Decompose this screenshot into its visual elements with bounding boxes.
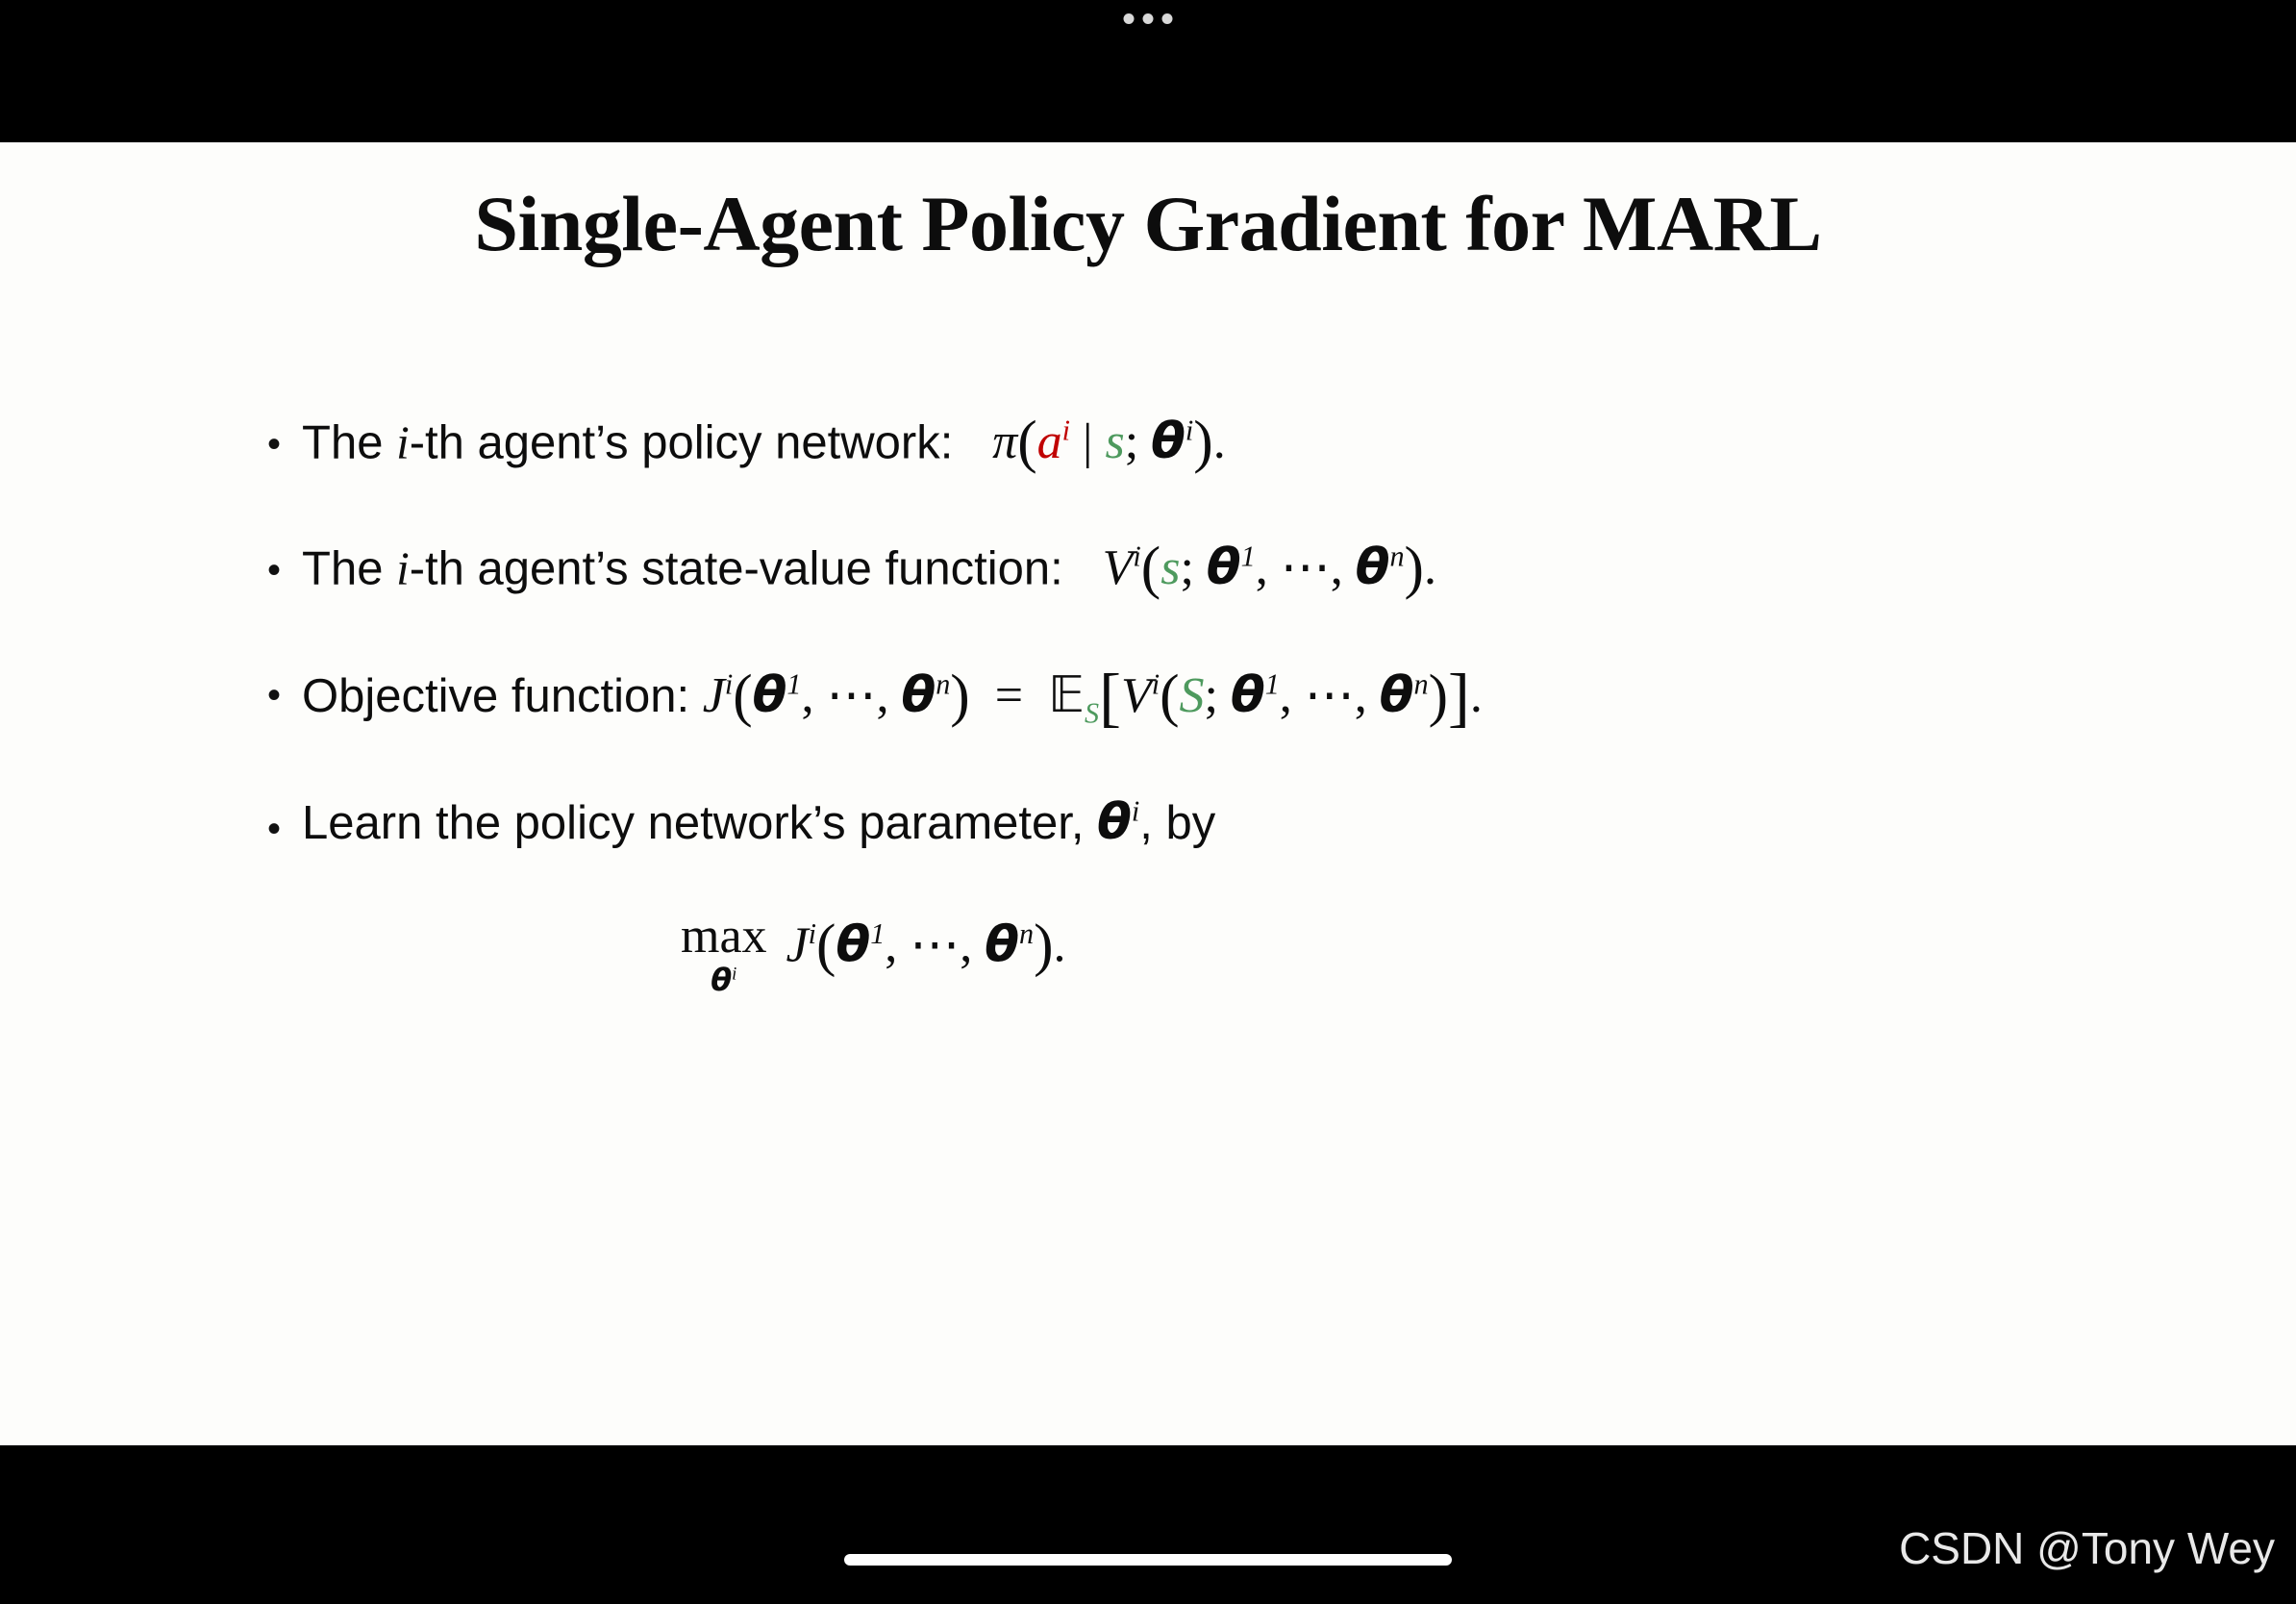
formula-policy-network: $\pi(a^i$ | s; $\theta^i$). [992, 410, 1226, 475]
equation-body: $J^i(\theta^1$, ⋯, $\theta^n$). [786, 912, 1066, 978]
bullet-lead-2: -th agent’s policy network: [409, 416, 954, 469]
bullet-marker: • [267, 808, 282, 851]
bullet-marker: • [267, 674, 282, 717]
bullet-marker: • [267, 548, 282, 591]
bullet-text [302, 661, 1483, 735]
formula-state-value: $V^i(s$; $\theta^1$, ⋯, $\theta^n$). [1102, 535, 1436, 601]
var-i: i [396, 415, 410, 469]
bullet-lead: Objective function: [302, 670, 690, 723]
param-theta-i: $\theta^i$ [1097, 793, 1140, 852]
top-bar [0, 0, 2296, 142]
dot-1 [1124, 13, 1135, 24]
bullet-text [302, 410, 1226, 476]
bullet-lead: The [302, 542, 397, 595]
list-item-state-value-function [267, 536, 2094, 602]
dot-2 [1143, 13, 1154, 24]
list-item-objective-function [267, 661, 2094, 735]
bullet-lead: The [302, 416, 397, 469]
bullet-trail: , by [1139, 797, 1216, 850]
list-item-learn-parameter [267, 794, 2094, 851]
slide-title: Single-Agent Policy Gradient for MARL [474, 180, 1822, 267]
max-operator-subscript: $\theta^i$ [711, 961, 737, 998]
drag-handle-dots-icon[interactable] [1124, 13, 1173, 24]
bullet-text [302, 536, 1436, 602]
bullet-text [302, 794, 1215, 851]
bullet-lead-2: -th agent’s state-value function: [409, 542, 1063, 595]
list-item-policy-network [267, 410, 2094, 476]
equation-max-objective [681, 908, 2094, 998]
home-indicator[interactable] [844, 1554, 1452, 1566]
var-i: i [396, 541, 410, 595]
bullet-list [267, 410, 2094, 997]
max-operator-label: max [681, 908, 767, 964]
slide-canvas [0, 142, 2296, 1445]
watermark-label: CSDN @Tony Wey [1899, 1523, 2275, 1573]
max-operator [681, 908, 767, 998]
dot-3 [1162, 13, 1173, 24]
formula-objective: $J^i(\theta^1$, ⋯, $\theta^n$) = $𝔼_S[V^i(S$; $\theta^1$, ⋯, $\theta^n$)]. [702, 661, 1483, 735]
bottom-bar [0, 1445, 2296, 1604]
bullet-lead: Learn the policy network’s parameter, [302, 797, 1085, 850]
bullet-marker: • [267, 423, 282, 465]
